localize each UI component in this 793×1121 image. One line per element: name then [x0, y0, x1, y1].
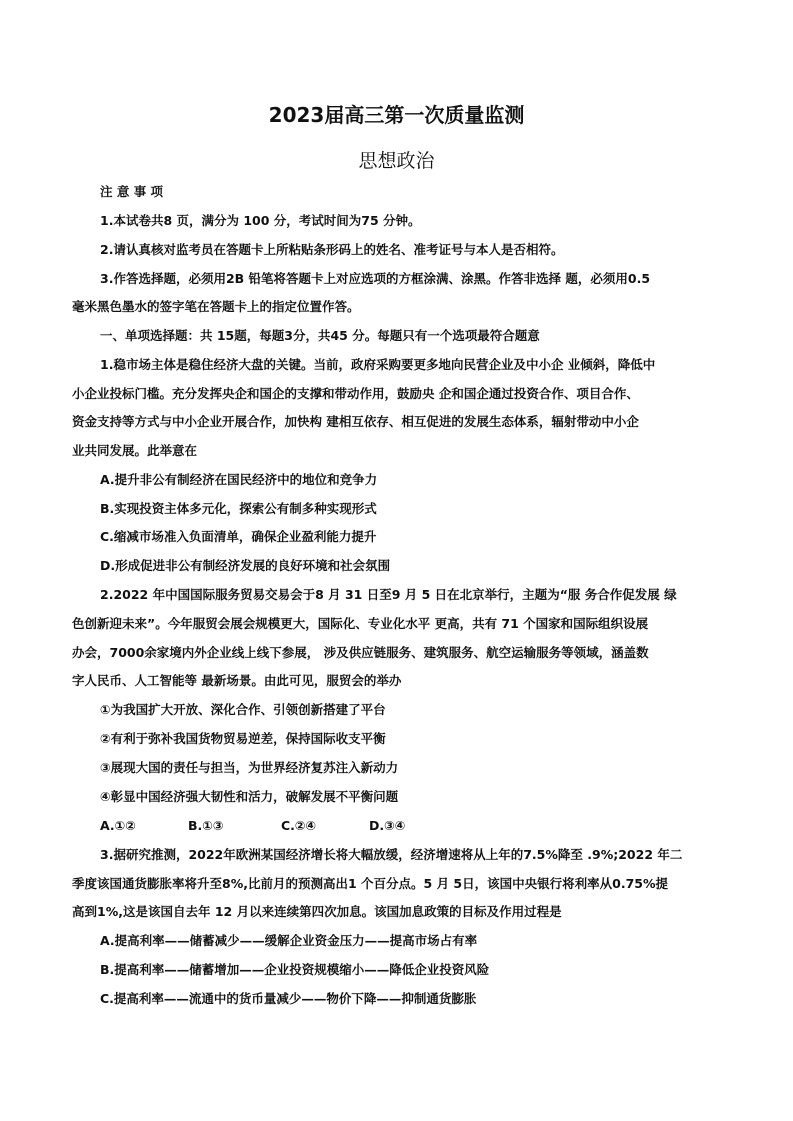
- question-text: 季度该国通货膨胀率将升至8%,比前月的预测高出1 个百分点。5 月 5日，该国中央银行将利率从0.75%提: [72, 876, 668, 891]
- notes-heading: 注 意 事 项: [100, 184, 164, 199]
- answer-option: C.提高利率——流通中的货币量减少——物价下降——抑制通货膨胀: [100, 991, 477, 1006]
- section-heading: 一、单项选择题：共 15题，每题3分，共45 分。每题只有一个选项最符合题意: [100, 328, 540, 343]
- note-item: 3.作答选择题，必须用2B 铅笔将答题卡上对应选项的方框涂满、涂黑。作答非选择 题，必须用0.5: [100, 271, 651, 286]
- note-item: 2.请认真核对监考员在答题卡上所粘贴条形码上的姓名、准考证号与本人是否相符。: [100, 242, 564, 257]
- question-text: 2.2022 年中国国际服务贸易交易会于8 月 31 日至9 月 5 日在北京举行，主题为“服 务合作促发展 绿: [100, 587, 677, 602]
- answer-option: C.缩减市场准入负面清单，确保企业盈利能力提升: [100, 529, 377, 544]
- subject-title: 思想政治: [358, 150, 435, 172]
- statement-item: ④彰显中国经济强大韧性和活力，破解发展不平衡问题: [100, 789, 399, 804]
- answer-option: C.②④: [281, 818, 317, 833]
- question-text: 资金支持等方式与中小企业开展合作，加快构 建相互依存、相互促进的发展生态体系，辐射带动中小企: [72, 414, 639, 429]
- statement-item: ①为我国扩大开放、深化合作、引领创新搭建了平台: [100, 702, 386, 717]
- answer-option: B.提高利率——储蓄增加——企业投资规模缩小——降低企业投资风险: [100, 962, 490, 977]
- answer-options-row: [100, 817, 750, 835]
- statement-item: ③展现大国的责任与担当，为世界经济复苏注入新动力: [100, 760, 399, 775]
- statement-item: ②有利于弥补我国货物贸易逆差，保持国际收支平衡: [100, 731, 386, 746]
- note-item: 1.本试卷共8 页，满分为 100 分，考试时间为75 分钟。: [100, 213, 421, 228]
- exam-title: 2023届高三第一次质量监测: [268, 103, 525, 127]
- answer-option: A.①②: [100, 818, 136, 833]
- answer-option: A.提高利率——储蓄减少——缓解企业资金压力——提高市场占有率: [100, 933, 478, 948]
- question-text: 字人民币、人工智能等 最新场景。由此可见，服贸会的举办: [72, 673, 402, 688]
- answer-option: B.①③: [188, 818, 224, 833]
- answer-option: B.实现投资主体多元化，探索公有制多种实现形式: [100, 501, 377, 516]
- answer-option: A.提升非公有制经济在国民经济中的地位和竞争力: [100, 472, 378, 487]
- question-text: 高到1%,这是该国自去年 12 月以来连续第四次加息。该国加息政策的目标及作用过程是: [72, 904, 562, 919]
- note-item: 毫米黑色墨水的签字笔在答题卡上的指定位置作答。: [72, 299, 360, 314]
- question-text: 小企业投标门槛。充分发挥央企和国企的支撑和带动作用，鼓励央 企和国企通过投资合作、项目合作、: [72, 386, 639, 401]
- question-text: 3.据研究推测，2022年欧洲某国经济增长将大幅放缓，经济增速将从上年的7.5%降至 .9%;2022 年二: [100, 847, 683, 862]
- question-text: 1.稳市场主体是稳住经济大盘的关键。当前，政府采购要更多地向民营企业及中小企 业倾斜，降低中: [100, 357, 656, 372]
- answer-option: D.形成促进非公有制经济发展的良好环境和社会氛围: [100, 558, 391, 573]
- answer-option: D.③④: [369, 818, 406, 833]
- question-text: 办会，7000余家境内外企业线上线下参展， 涉及供应链服务、建筑服务、航空运输服务等领域，涵盖数: [72, 645, 649, 660]
- question-text: 业共同发展。此举意在: [72, 443, 198, 458]
- question-text: 色创新迎未来”。今年服贸会展会规模更大，国际化、专业化水平 更高，共有 71 个国家和国际组织设展: [72, 616, 649, 631]
